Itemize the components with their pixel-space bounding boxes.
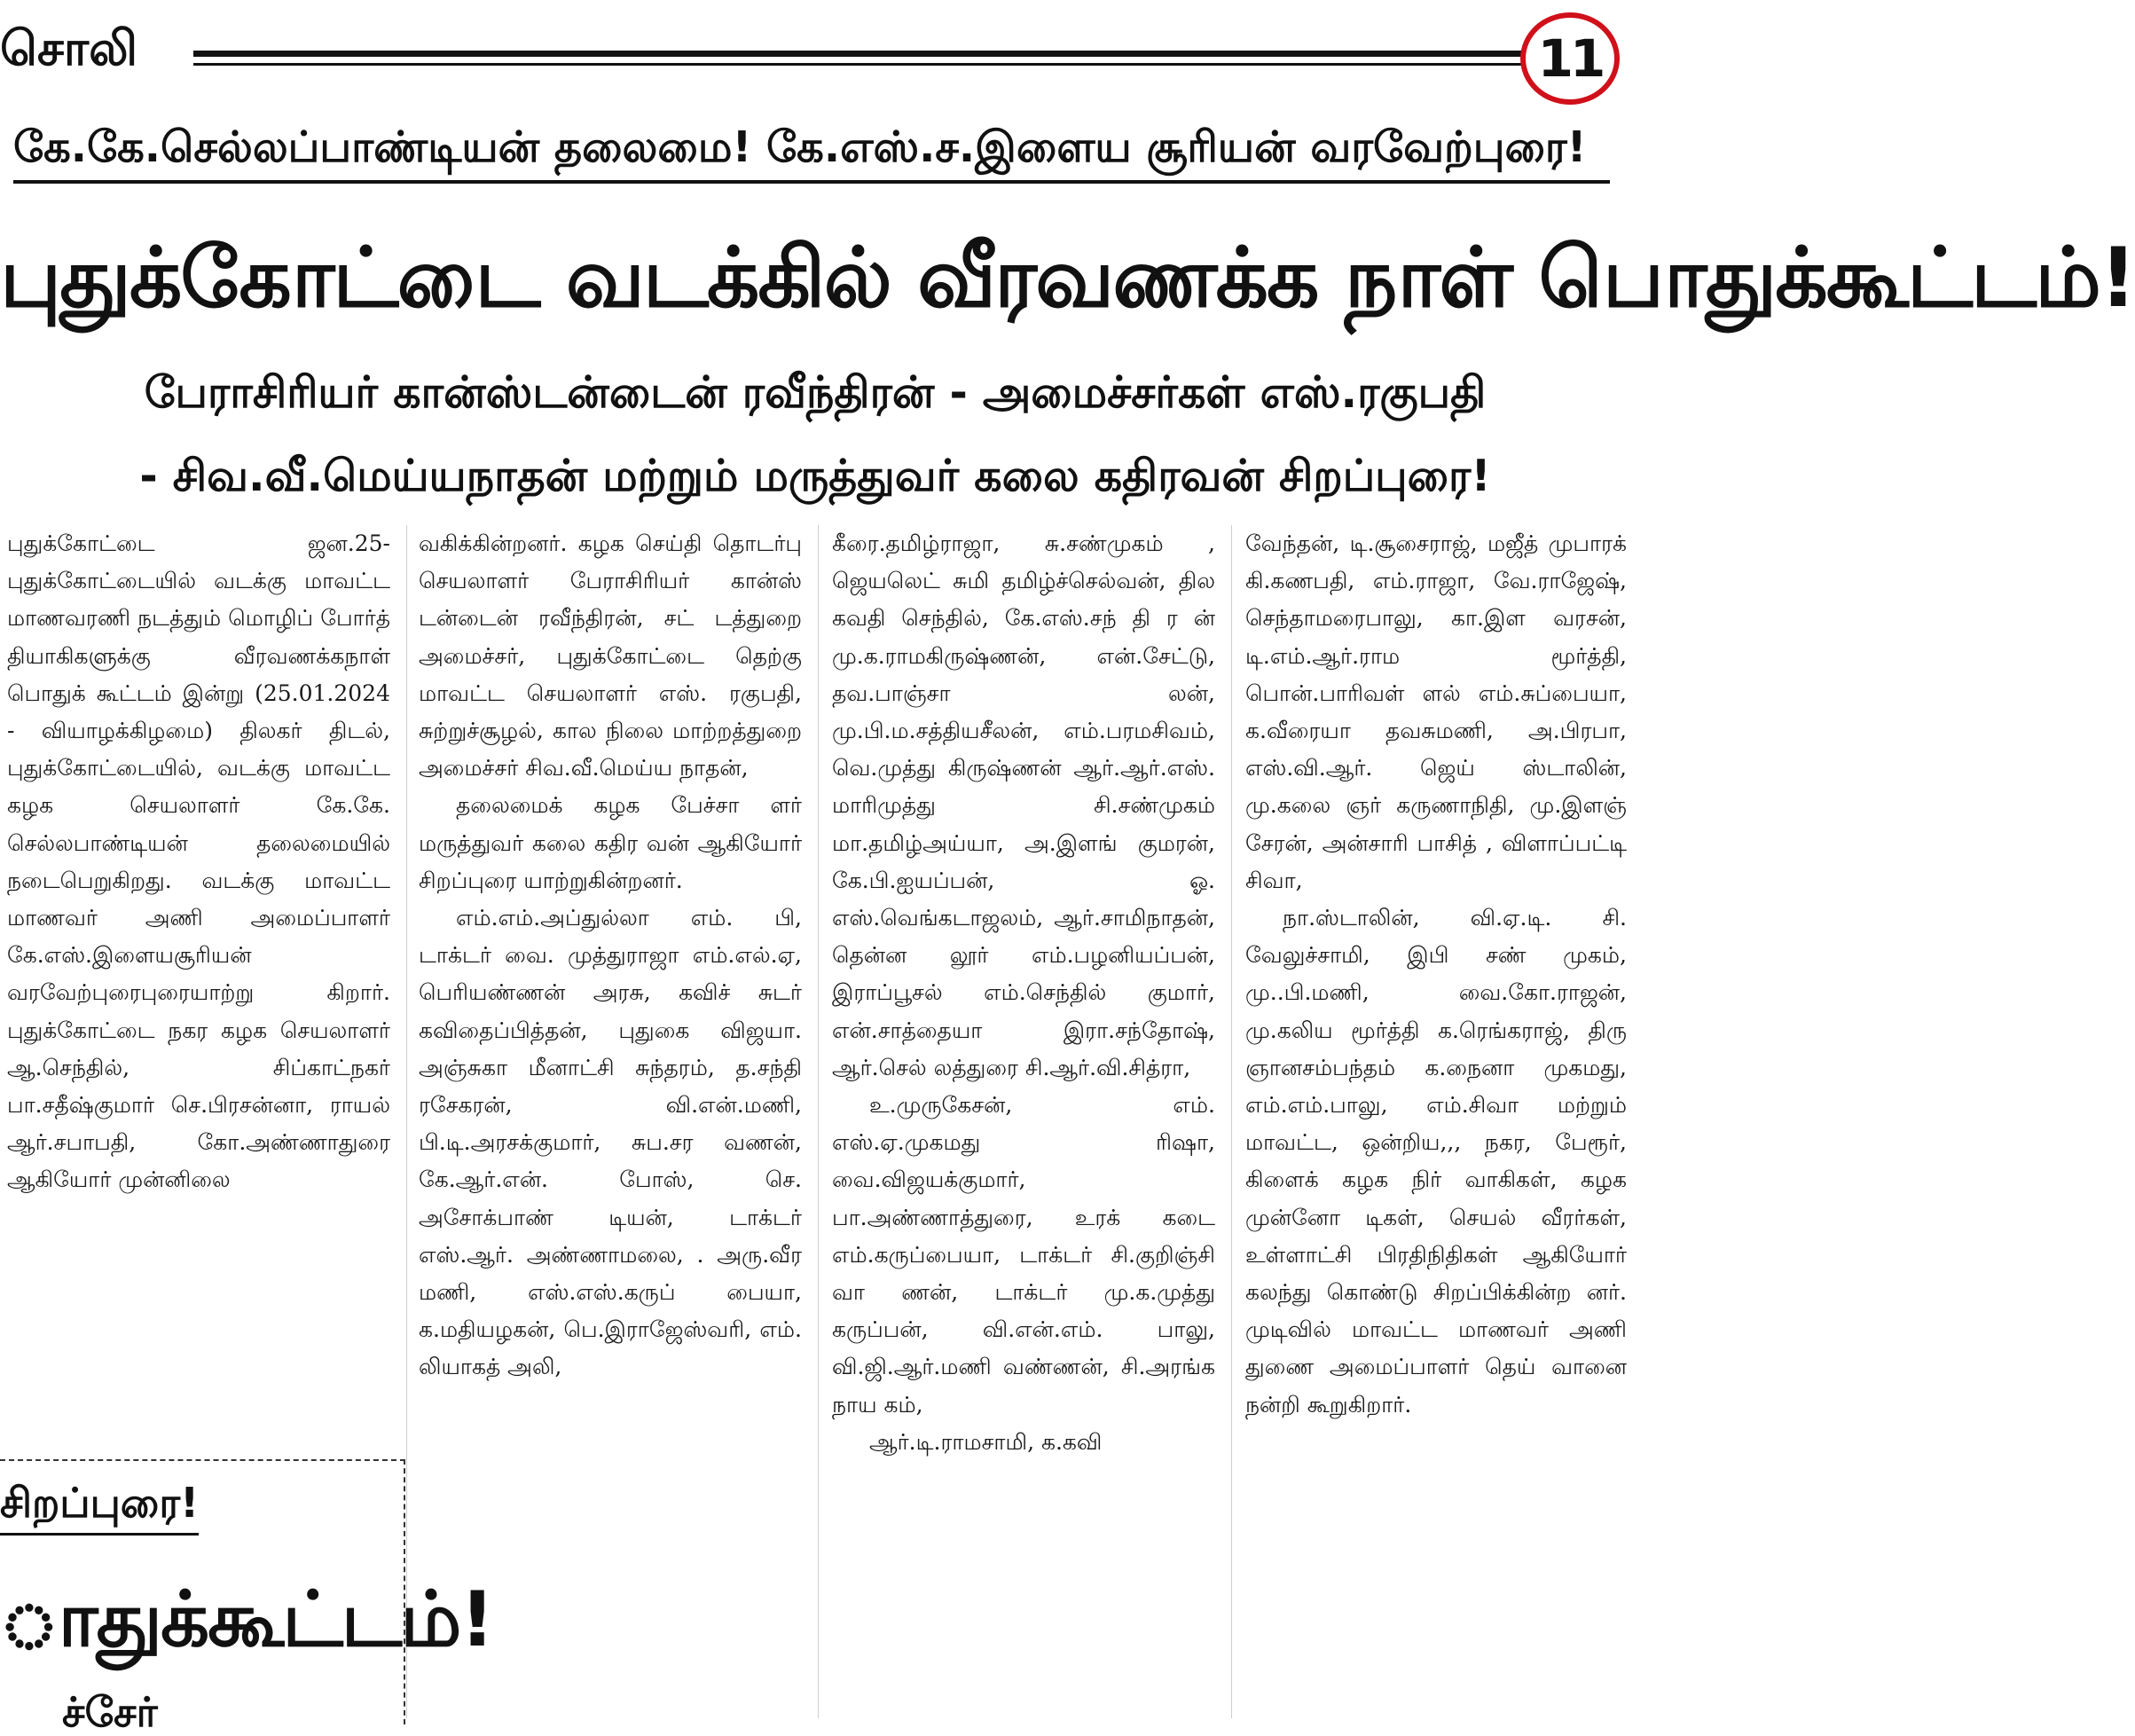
article-headline: புதுக்கோட்டை வடக்கில் வீரவணக்க நாள் பொதுக்கூட்டம்!: [0, 230, 2135, 326]
column-paragraph: கீரை.தமிழ்ராஜா, சு.சண்முகம் , ஜெயலெட் சுமி தமிழ்ச்செல்வன், தில கவதி செந்தில், கே.எஸ்.சந் தி ர ன் மு.க.ராமகிருஷ்ணன், என்.சேட்டு, தவ.பாஞ்சா லன், மு.பி.ம.சத்தியசீலன், எம்.பரமசிவம், வெ.முத்து கிருஷ்ணன் ஆர்.ஆர்.எஸ். மாரிமுத்து சி.சண்முகம் மா.தமிழ்அய்யா, அ.இளங் குமரன், கே.பி.ஐயப்பன், ஓ. எஸ்.வெங்கடாஜலம், ஆர்.சாமிநாதன், தென்ன லூர் எம்.பழனியப்பன், இராப்பூசல் எம்.செந்தில் குமார், என்.சாத்தையா இரா.சந்தோஷ், ஆர்.செல் லத்துரை சி.ஆர்.வி.சித்ரா,: [832, 530, 1215, 1080]
column-divider: [818, 525, 819, 1718]
article-column-2: [419, 525, 802, 1714]
article-column-4: [1245, 525, 1627, 1714]
page-number-badge: 11: [1520, 12, 1620, 105]
masthead-rule-thick: [193, 51, 1521, 57]
column-paragraph: உ.முருகேசன், எம். எஸ்.ஏ.முகமது ரிஷா, வை.விஜயக்குமார், பா.அண்ணாத்துரை, உரக் கடை எம்.கருப்பையா, டாக்டர் சி.குறிஞ்சி வா ணன், டாக்டர் மு.க.முத்து கருப்பன், வி.என்.எம். பாலு, வி.ஜி.ஆர்.மணி வண்ணன், சி.அரங்க நாய கம்,: [832, 1092, 1215, 1418]
article-column-1: [7, 525, 390, 1426]
article-kicker: கே.கே.செல்லப்பாண்டியன் தலைமை! கே.எஸ்.ச.இளைய சூரியன் வரவேற்புரை!: [13, 124, 1610, 184]
adjacent-article-headline: ாதுக்கூட்டம்!: [0, 1575, 493, 1664]
column-paragraph: வகிக்கின்றனர். கழக செய்தி தொடர்பு செயலாளர் பேராசிரியர் கான்ஸ் டன்டைன் ரவீந்திரன், சட் டத்துறை அமைச்சர், புதுக்கோட்டை தெற்கு மாவட்ட செயலாளர் எஸ். ரகுபதி, சுற்றுச்சூழல், கால நிலை மாற்றத்துறை அமைச்சர் சிவ.வீ.மெய்ய நாதன்,: [419, 530, 802, 782]
column-paragraph: புதுக்கோட்டை ஜன.25- புதுக்கோட்டையில் வடக்கு மாவட்ட மாணவரணி நடத்தும் மொழிப் போர்த் தியாகிகளுக்கு வீரவணக்கநாள் பொதுக் கூட்டம் இன்று (25.01.2024 - வியாழக்கிழமை) திலகர் திடல், புதுக்கோட்டையில், வடக்கு மாவட்ட கழக செயலாளர் கே.கே. செல்லபாண்டியன் தலைமையில் நடைபெறுகிறது. வடக்கு மாவட்ட மாணவர் அணி அமைப்பாளர் கே.எஸ்.இளையசூரியன் வரவேற்புரைபுரையாற்று கிறார். புதுக்கோட்டை நகர கழக செயலாளர் ஆ.செந்தில், சிப்காட்நகர் பா.சதீஷ்குமார் செ.பிரசன்னா, ராயல் ஆர்.சபாபதி, கோ.அண்ணாதுரை ஆகியோர் முன்னிலை: [7, 530, 390, 1193]
adjacent-article-box: [0, 1459, 493, 1736]
column-paragraph: நா.ஸ்டாலின், வி.ஏ.டி. சி. வேலுச்சாமி, இபி சண் முகம், மு..பி.மணி, வை.கோ.ராஜன், மு.கலிய மூர்த்தி க.ரெங்கராஜ், திரு ஞானசம்பந்தம் க.நைனா முகமது, எம்.எம்.பாலு, எம்.சிவா மற்றும் மாவட்ட, ஒன்றிய,,, நகர, பேரூர், கிளைக் கழக நிர் வாகிகள், கழக முன்னோ டிகள், செயல் வீரர்கள், உள்ளாட்சி பிரதிநிதிகள் ஆகியோர் கலந்து கொண்டு சிறப்பிக்கின்ற னர். முடிவில் மாவட்ட மாணவர் அணி துணை அமைப்பாளர் தெய் வானை நன்றி கூறுகிறார்.: [1245, 905, 1627, 1418]
column-paragraph: எம்.எம்.அப்துல்லா எம். பி, டாக்டர் வை. முத்துராஜா எம்.எல்.ஏ, பெரியண்ணன் அரசு, கவிச் சுடர் கவிதைப்பித்தன், புதுகை விஜயா. அஞ்சுகா மீனாட்சி சுந்தரம், த.சந்தி ரசேகரன், வி.என்.மணி, பி.டி.அரசக்குமார், சுப.சர வணன், கே.ஆர்.என். போஸ், செ. அசோக்பாண் டியன், டாக்டர் எஸ்.ஆர். அண்ணாமலை, . அரு.வீர மணி, எஸ்.எஸ்.கருப் பையா, க.மதியழகன், பெ.இராஜேஸ்வரி, எம். லியாகத் அலி,: [419, 905, 802, 1380]
adjacent-article-subline: ச்சேர்: [62, 1688, 158, 1736]
article-column-3: [832, 525, 1215, 1714]
adjacent-article-kicker: சிறப்புரை!: [0, 1481, 199, 1536]
article-subhead-line2: - சிவ.வீ.மெய்யநாதன் மற்றும் மருத்துவர் கலை கதிரவன் சிறப்புரை!: [139, 451, 1491, 501]
column-paragraph: தலைமைக் கழக பேச்சா ளர் மருத்துவர் கலை கதிர வன் ஆகியோர் சிறப்புரை யாற்றுகின்றனர்.: [419, 792, 802, 893]
masthead: [0, 9, 1630, 98]
article-subhead-line1: பேராசிரியர் கான்ஸ்டன்டைன் ரவீந்திரன் - அமைச்சர்கள் எஸ்.ரகுபதி: [144, 367, 1487, 418]
masthead-rule-thin: [193, 63, 1521, 66]
column-divider: [1231, 525, 1232, 1718]
column-divider: [406, 525, 407, 1718]
column-paragraph: வேந்தன், டி.சூசைராஜ், மஜீத் முபாரக் கி.கணபதி, எம்.ராஜா, வே.ராஜேஷ், செந்தாமரைபாலு, கா.இள வரசன், டி.எம்.ஆர்.ராம மூர்த்தி, பொன்.பாரிவள் ளல் எம்.சுப்பையா, க.வீரையா தவசுமணி, அ.பிரபா, எஸ்.வி.ஆர். ஜெய் ஸ்டாலின், மு.கலை ஞர் கருணாநிதி, மு.இளஞ் சேரன், அன்சாரி பாசித் , விளாப்பட்டி சிவா,: [1245, 530, 1627, 893]
column-paragraph: ஆர்.டி.ராமசாமி, க.கவி: [869, 1428, 1103, 1455]
newspaper-name: சொலி: [0, 20, 138, 76]
